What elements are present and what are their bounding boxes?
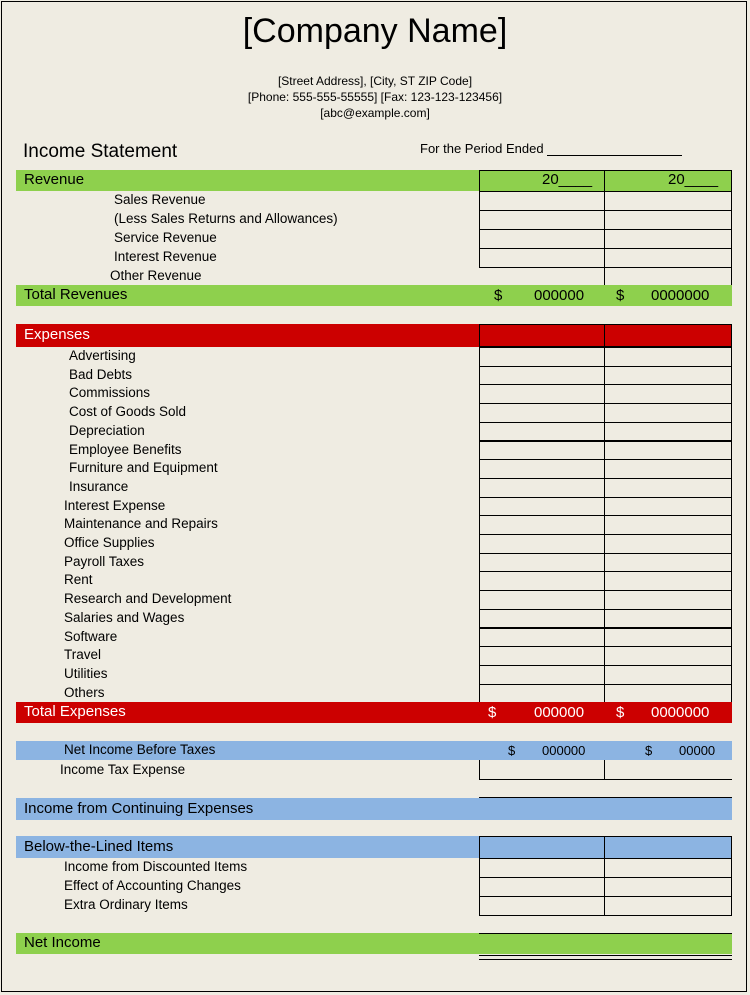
amount-cell-year2[interactable]: [604, 422, 732, 442]
amount-cell-year2[interactable]: [604, 497, 732, 517]
amount-cell-year2[interactable]: [604, 628, 732, 648]
amount-cell-year1[interactable]: [479, 534, 605, 554]
amount-cell-year1[interactable]: [479, 571, 605, 591]
line-item-label: Interest Revenue: [114, 249, 217, 264]
amount-cell-year1[interactable]: [479, 858, 605, 878]
line-item-label: Extra Ordinary Items: [64, 897, 188, 912]
amount-cell-year2[interactable]: [604, 646, 732, 666]
amount-cell-year1[interactable]: [479, 515, 605, 535]
net-income-underline2: [479, 959, 732, 960]
income-tax-cell2[interactable]: [604, 760, 732, 780]
continuing-label: Income from Continuing Expenses: [24, 800, 254, 817]
below-line-col1-header: [479, 836, 605, 858]
amount-cell-year2[interactable]: [604, 366, 732, 386]
amount-cell-year2[interactable]: [604, 267, 732, 287]
statement-title: Income Statement: [23, 141, 178, 162]
line-item-label: Travel: [64, 647, 102, 663]
amount-cell-year2[interactable]: [604, 553, 732, 573]
revenue-year1: 20____: [542, 171, 593, 188]
net-before-taxes-label: Net Income Before Taxes: [64, 742, 216, 757]
amount-cell-year1[interactable]: [479, 384, 605, 404]
expenses-year1-header: [479, 324, 605, 347]
total-revenues-value2: 0000000: [651, 287, 710, 304]
income-tax-label: Income Tax Expense: [60, 762, 186, 777]
amount-cell-year1[interactable]: [479, 478, 605, 498]
net-income-top-line: [479, 933, 732, 934]
amount-cell-year2[interactable]: [604, 210, 732, 230]
total-revenues-currency2: $: [616, 287, 625, 304]
line-item-label: Rent: [64, 572, 93, 588]
amount-cell-year2[interactable]: [604, 384, 732, 404]
amount-cell-year2[interactable]: [604, 459, 732, 479]
amount-cell-year2[interactable]: [604, 590, 732, 610]
amount-cell-year2[interactable]: [604, 191, 732, 211]
total-revenues-currency1: $: [494, 287, 503, 304]
net-before-taxes-currency2: $: [645, 743, 653, 758]
amount-cell-year1[interactable]: [479, 229, 605, 249]
amount-cell-year2[interactable]: [604, 665, 732, 685]
amount-cell-year1[interactable]: [479, 347, 605, 367]
total-expenses-value1: 000000: [534, 704, 585, 721]
line-item-label: Furniture and Equipment: [69, 460, 218, 476]
line-item-label: Employee Benefits: [69, 441, 182, 457]
amount-cell-year2[interactable]: [604, 571, 732, 591]
line-item-label: Advertising: [69, 348, 136, 363]
net-income-row: [16, 933, 732, 954]
company-email: [abc@example.com]: [320, 106, 430, 120]
amount-cell-year1[interactable]: [479, 896, 605, 916]
line-item-label: Research and Development: [64, 591, 232, 607]
line-item-label: Salaries and Wages: [64, 609, 185, 625]
amount-cell-year1[interactable]: [479, 403, 605, 423]
expenses-heading: Expenses: [24, 326, 90, 343]
line-item-label: Cost of Goods Sold: [69, 404, 187, 420]
continuing-row: [16, 798, 732, 820]
amount-cell-year1[interactable]: [479, 628, 605, 648]
company-address: [Street Address], [City, ST ZIP Code]: [277, 74, 473, 88]
total-expenses-currency2: $: [616, 704, 625, 721]
line-item-label: Insurance: [69, 478, 129, 494]
period-input-line[interactable]: [547, 143, 682, 156]
amount-cell-year1[interactable]: [479, 590, 605, 610]
line-item-label: Depreciation: [69, 422, 145, 438]
line-item-label: Interest Expense: [64, 497, 166, 513]
amount-cell-year2[interactable]: [604, 441, 732, 461]
total-revenues-value1: 000000: [534, 287, 585, 304]
company-name: [Company Name]: [242, 12, 508, 50]
amount-cell-year2[interactable]: [604, 248, 732, 268]
amount-cell-year2[interactable]: [604, 515, 732, 535]
amount-cell-year1[interactable]: [479, 553, 605, 573]
amount-cell-year1[interactable]: [479, 441, 605, 461]
net-income-label: Net Income: [24, 934, 101, 951]
total-expenses-row: [16, 702, 732, 723]
net-before-taxes-value2: 00000: [679, 743, 716, 758]
amount-cell-year2[interactable]: [604, 896, 732, 916]
amount-cell-year2[interactable]: [604, 684, 732, 704]
net-income-underline1: [479, 955, 732, 956]
total-expenses-value2: 0000000: [651, 704, 710, 721]
amount-cell-year1[interactable]: [479, 422, 605, 442]
net-before-taxes-value1: 000000: [542, 743, 586, 758]
amount-cell-year2[interactable]: [604, 347, 732, 367]
line-item-label: Utilities: [64, 665, 108, 681]
expenses-year2-header: [604, 324, 732, 347]
amount-cell-year1[interactable]: [479, 646, 605, 666]
line-item-label: (Less Sales Returns and Allowances): [114, 211, 338, 226]
line-item-label: Software: [64, 628, 118, 644]
line-item-label: Service Revenue: [114, 230, 217, 245]
line-item-label: Others: [64, 684, 105, 700]
amount-cell-year2[interactable]: [604, 858, 732, 878]
amount-cell-year2[interactable]: [604, 534, 732, 554]
line-item-label: Maintenance and Repairs: [64, 516, 218, 532]
amount-cell-year2[interactable]: [604, 609, 732, 629]
line-item-label: Office Supplies: [64, 535, 155, 550]
amount-cell-year2[interactable]: [604, 229, 732, 249]
amount-cell-year2[interactable]: [604, 403, 732, 423]
line-item-label: Payroll Taxes: [64, 553, 145, 569]
line-item-label: Income from Discounted Items: [64, 859, 248, 874]
total-expenses-currency1: $: [488, 704, 497, 721]
amount-cell-year1[interactable]: [479, 366, 605, 386]
line-item-label: Bad Debts: [69, 366, 133, 382]
below-line-heading: Below-the-Lined Items: [24, 838, 174, 855]
period-ended: [420, 141, 682, 156]
amount-cell-year1[interactable]: [479, 497, 605, 517]
amount-cell-year1[interactable]: [479, 191, 605, 211]
amount-cell-year2[interactable]: [604, 478, 732, 498]
below-line-col2-header: [604, 836, 732, 858]
total-revenues-label: Total Revenues: [24, 286, 128, 303]
amount-cell-year1[interactable]: [479, 684, 605, 704]
revenue-year2: 20____: [668, 171, 719, 188]
income-tax-cell1[interactable]: [479, 760, 605, 780]
company-phone-fax: [Phone: 555-555-55555] [Fax: 123-123-123456]: [247, 90, 503, 104]
total-expenses-label: Total Expenses: [24, 703, 126, 720]
line-item-label: Effect of Accounting Changes: [64, 878, 241, 893]
line-item-label: Commissions: [69, 385, 151, 401]
amount-cell-year2[interactable]: [604, 877, 732, 897]
amount-cell-year1[interactable]: [479, 248, 605, 268]
amount-cell-year1[interactable]: [479, 210, 605, 230]
period-label: For the Period Ended: [420, 141, 544, 156]
amount-cell-year1[interactable]: [479, 877, 605, 897]
line-item-label: Other Revenue: [110, 268, 202, 283]
amount-cell-year1[interactable]: [479, 609, 605, 629]
amount-cell-year1[interactable]: [479, 459, 605, 479]
line-item-label: Sales Revenue: [114, 192, 206, 207]
revenue-heading: Revenue: [24, 171, 85, 188]
amount-cell-year1[interactable]: [479, 665, 605, 685]
net-before-taxes-currency1: $: [508, 743, 516, 758]
total-revenues-row: [16, 285, 732, 306]
